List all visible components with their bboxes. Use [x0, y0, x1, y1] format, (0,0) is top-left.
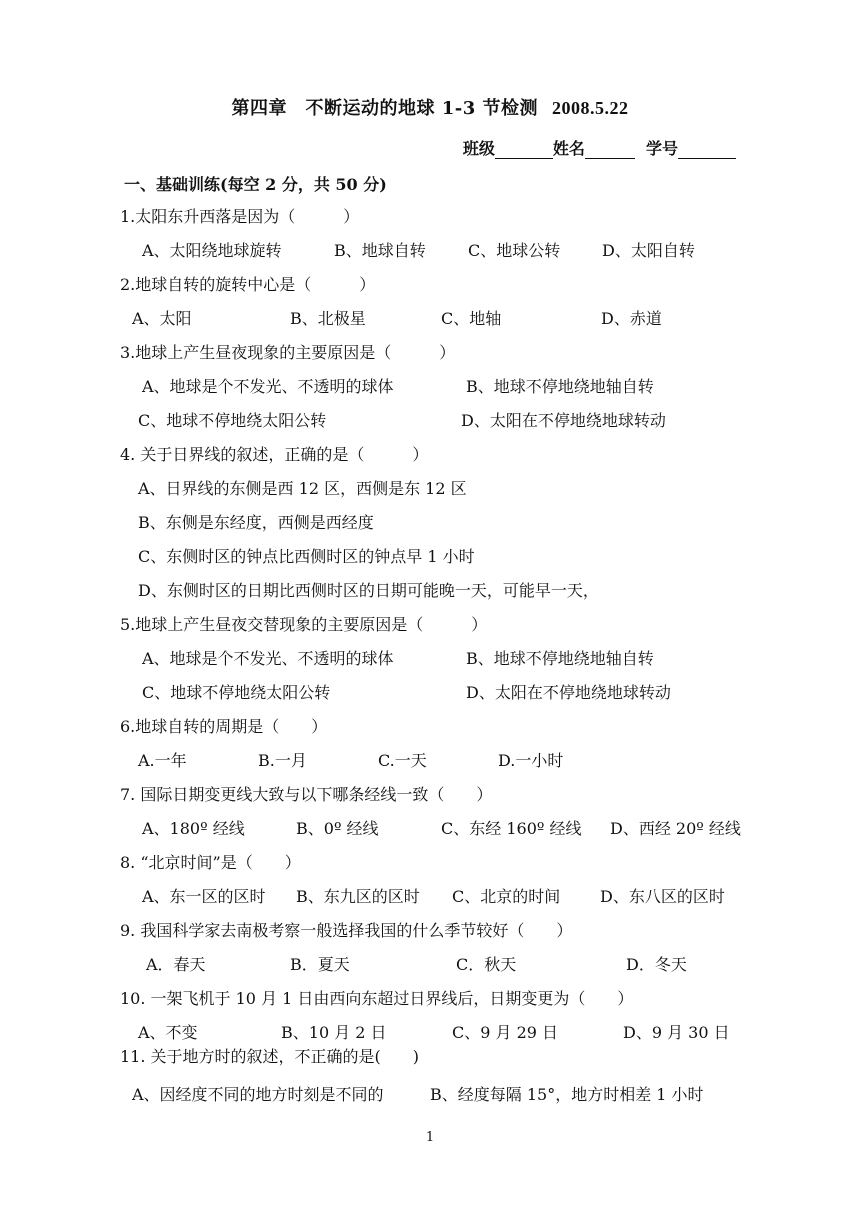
option-b: B、地球自转 [334, 241, 426, 260]
question-stem: 6.地球自转的周期是（ ） [120, 717, 328, 736]
student-info [463, 136, 736, 159]
class-label: 班级 [462, 139, 495, 158]
option-d: D、太阳在不停地绕地球转动 [466, 683, 671, 702]
id-blank [678, 142, 736, 159]
option-c: C、9 月 29 日 [452, 1023, 559, 1042]
option-c: C、地球不停地绕太阳公转 [138, 411, 327, 430]
option-d: D、太阳在不停地绕地球转动 [461, 411, 666, 430]
question-stem: 5.地球上产生昼夜交替现象的主要原因是（ ） [120, 615, 488, 634]
question-stem: 2.地球自转的旋转中心是（ ） [120, 275, 376, 294]
option-d: D、赤道 [601, 309, 662, 328]
option-d: D、西经 20º 经线 [610, 819, 741, 838]
option-c: C、东侧时区的钟点比西侧时区的钟点早 1 小时 [138, 547, 475, 566]
option-b: B、地球不停地绕地轴自转 [466, 377, 654, 396]
option-d: D、太阳自转 [602, 241, 695, 260]
option-b: B、经度每隔 15°，地方时相差 1 小时 [430, 1085, 704, 1104]
title-text: 第四章 不断运动的地球 1-3 节检测 [231, 98, 539, 119]
option-d: D.一小时 [498, 751, 564, 770]
question-stem: 8. “北京时间”是（ ） [120, 853, 301, 872]
page-number: 1 [425, 1130, 435, 1145]
question-stem: 11. 关于地方时的叙述，不正确的是( ) [120, 1047, 420, 1066]
class-blank [495, 142, 553, 159]
name-blank [585, 142, 635, 159]
option-a: A．春天 [146, 955, 206, 974]
option-a: A、180º 经线 [142, 819, 245, 838]
option-b: B、东侧是东经度，西侧是西经度 [138, 513, 374, 532]
option-b: B、0º 经线 [296, 819, 379, 838]
question-stem: 9. 我国科学家去南极考察一般选择我国的什么季节较好（ ） [120, 921, 573, 940]
option-a: A.一年 [138, 751, 187, 770]
section-title: 一、基础训练(每空 2 分，共 50 分) [124, 175, 387, 194]
question-stem: 10. 一架飞机于 10 月 1 日由西向东超过日界线后，日期变更为（ ） [120, 989, 634, 1008]
option-a: A、太阳 [132, 309, 192, 328]
option-b: B、北极星 [290, 309, 366, 328]
option-c: C、东经 160º 经线 [441, 819, 582, 838]
option-b: B、地球不停地绕地轴自转 [466, 649, 654, 668]
option-d: D、东侧时区的日期比西侧时区的日期可能晚一天，可能早一天， [138, 581, 599, 600]
id-label: 学号 [645, 139, 678, 158]
question-stem: 7. 国际日期变更线大致与以下哪条经线一致（ ） [120, 785, 493, 804]
question-stem: 3.地球上产生昼夜现象的主要原因是（ ） [120, 343, 456, 362]
option-c: C.一天 [378, 751, 427, 770]
option-c: C、北京的时间 [452, 887, 561, 906]
option-b: B、10 月 2 日 [281, 1023, 387, 1042]
option-a: A、地球是个不发光、不透明的球体 [142, 377, 394, 396]
option-d: D、9 月 30 日 [623, 1023, 730, 1042]
option-a: A、不变 [138, 1023, 198, 1042]
option-b: B.一月 [258, 751, 307, 770]
option-c: C、地球公转 [468, 241, 561, 260]
name-label: 姓名 [552, 139, 585, 158]
option-d: D、东八区的区时 [600, 887, 725, 906]
option-d: D．冬天 [626, 955, 687, 974]
option-b: B．夏天 [290, 955, 350, 974]
question-stem: 1.太阳东升西落是因为（ ） [120, 207, 360, 226]
option-c: C、地球不停地绕太阳公转 [142, 683, 331, 702]
page-title [0, 94, 860, 120]
option-a: A、东一区的区时 [142, 887, 266, 906]
option-c: C、地轴 [441, 309, 502, 328]
question-stem: 4. 关于日界线的叙述，正确的是（ ） [120, 445, 429, 464]
option-a: A、日界线的东侧是西 12 区，西侧是东 12 区 [138, 479, 467, 498]
option-a: A、太阳绕地球旋转 [142, 241, 282, 260]
option-b: B、东九区的区时 [296, 887, 420, 906]
option-a: A、地球是个不发光、不透明的球体 [142, 649, 394, 668]
title-date: 2008.5.22 [552, 98, 629, 118]
option-a: A、因经度不同的地方时刻是不同的 [132, 1085, 384, 1104]
option-c: C．秋天 [456, 955, 517, 974]
